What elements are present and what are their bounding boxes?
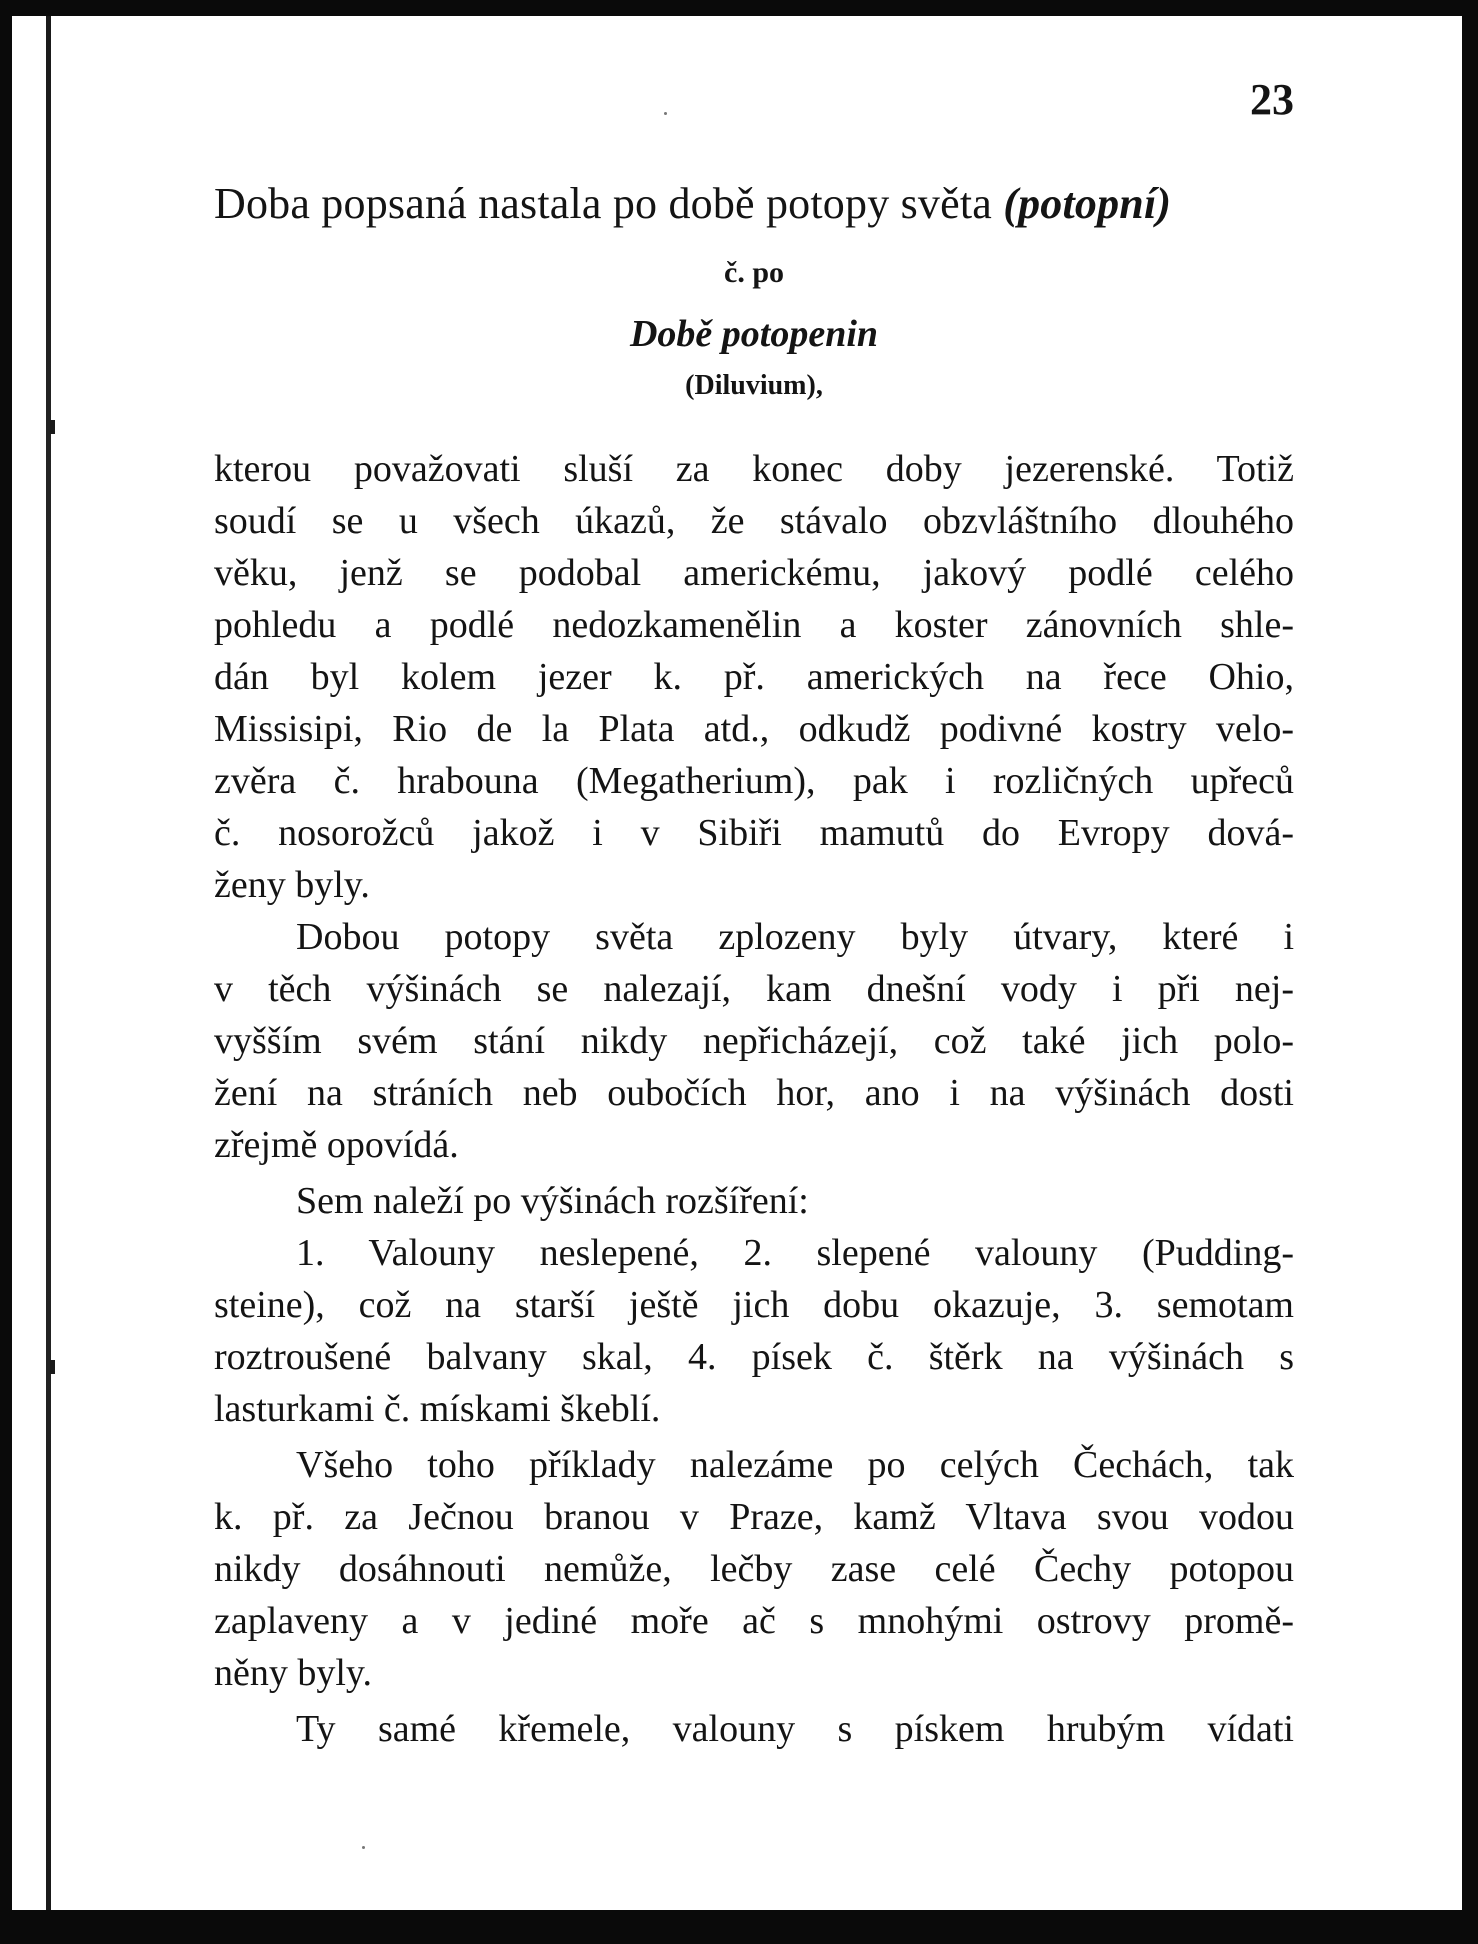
scan-speck bbox=[664, 112, 667, 115]
text-line: zřejmě opovídá. bbox=[214, 1124, 459, 1166]
text-line: Dobou potopy světa zplozeny byly útvary, které i bbox=[296, 916, 1294, 958]
scan-border-right bbox=[1462, 0, 1478, 1944]
book-spine-edge bbox=[46, 16, 51, 1910]
section-heading-text: Doba popsaná nastala po době potopy světa bbox=[214, 179, 1004, 228]
text-line: steine), což na starší ještě jich dobu okazuje, 3. semotam bbox=[214, 1284, 1294, 1326]
text-line: zvěra č. hrabouna (Megatherium), pak i rozličných upřeců bbox=[214, 760, 1294, 802]
text-line: ženy byly. bbox=[214, 864, 370, 906]
scan-speck bbox=[362, 1846, 365, 1849]
text-line: Sem naleží po výšinách rozšíření: bbox=[296, 1180, 809, 1222]
text-line: lasturkami č. mískami škeblí. bbox=[214, 1388, 661, 1430]
text-line: nikdy dosáhnouti nemůže, lečby zase celé Čechy potopou bbox=[214, 1548, 1294, 1590]
text-line: Všeho toho příklady nalezáme po celých Čechách, tak bbox=[296, 1444, 1294, 1486]
text-line: věku, jenž se podobal americkému, jakový podlé celého bbox=[214, 552, 1294, 594]
text-line: vyšším svém stání nikdy nepřicházejí, což také jich polo- bbox=[214, 1020, 1294, 1062]
section-heading-italic: (potopní) bbox=[1003, 179, 1172, 228]
subheading-conjunction: č. po bbox=[724, 256, 784, 289]
scan-border-top bbox=[0, 0, 1478, 16]
scan-border-bottom bbox=[0, 1910, 1478, 1944]
page-number: 23 bbox=[1250, 75, 1294, 124]
text-line: v těch výšinách se nalezají, kam dnešní vody i při nej- bbox=[214, 968, 1294, 1010]
text-line: žení na stráních neb oubočích hor, ano i na výšinách dosti bbox=[214, 1072, 1294, 1114]
section-heading bbox=[214, 178, 1294, 229]
text-line: 1. Valouny neslepené, 2. slepené valouny (Pudding- bbox=[296, 1232, 1294, 1274]
spine-mark bbox=[50, 1360, 55, 1374]
scan-border-left bbox=[0, 0, 12, 1944]
text-line: č. nosorožců jakož i v Sibiři mamutů do Evropy dová- bbox=[214, 812, 1294, 854]
text-line: něny byly. bbox=[214, 1652, 372, 1694]
text-line: Ty samé křemele, valouny s pískem hrubým vídati bbox=[296, 1708, 1294, 1750]
text-line: pohledu a podlé nedozkamenělin a koster zánovních shle- bbox=[214, 604, 1294, 646]
subheading-title: Době potopenin bbox=[629, 313, 879, 355]
text-line: kterou považovati sluší za konec doby jezerenské. Totiž bbox=[214, 448, 1294, 490]
text-line: Missisipi, Rio de la Plata atd., odkudž podivné kostry velo- bbox=[214, 708, 1294, 750]
spine-mark bbox=[50, 420, 55, 434]
text-line: k. př. za Ječnou branou v Praze, kamž Vltava svou vodou bbox=[214, 1496, 1294, 1538]
text-line: roztroušené balvany skal, 4. písek č. štěrk na výšinách s bbox=[214, 1336, 1294, 1378]
text-line: zaplaveny a v jediné moře ač s mnohými ostrovy promě- bbox=[214, 1600, 1294, 1642]
subheading-latin: (Diluvium), bbox=[685, 370, 823, 401]
text-line: soudí se u všech úkazů, že stávalo obzvláštního dlouhého bbox=[214, 500, 1294, 542]
text-line: dán byl kolem jezer k. př. amerických na řece Ohio, bbox=[214, 656, 1294, 698]
